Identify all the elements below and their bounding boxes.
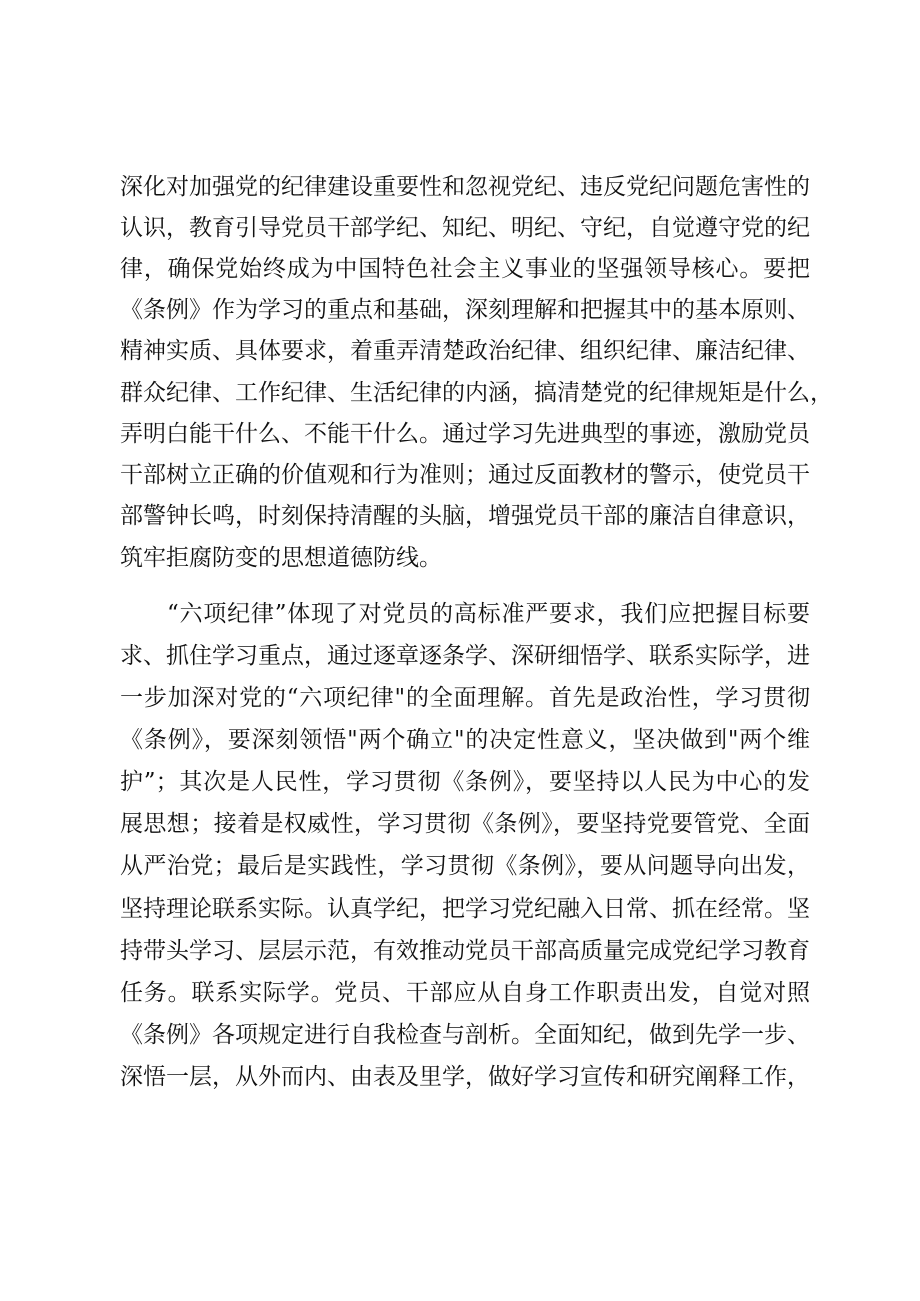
paragraph-2-line-1: “六项纪律”体现了对党员的高标准严要求，我们应把握目标要 xyxy=(167,601,810,627)
paragraph-2-line-5: 护”；其次是人民性，学习贯彻《条例》，要坚持以人民为中心的发 xyxy=(120,769,810,795)
paragraph-2-line-3: 一步加深对党的“六项纪律"的全面理解。首先是政治性，学习贯彻 xyxy=(120,685,810,711)
paragraph-2-line-6: 展思想；接着是权威性，学习贯彻《条例》，要坚持党要管党、全面 xyxy=(120,811,810,837)
paragraph-1-line-9: 部警钟长鸣，时刻保持清醒的头脑，增强党员干部的廉洁自律意识， xyxy=(120,503,810,529)
paragraph-2-line-8: 坚持理论联系实际。认真学纪，把学习党纪融入日常、抓在经常。坚 xyxy=(120,896,810,922)
paragraph-1-line-10: 筑牢拒腐防变的思想道德防线。 xyxy=(120,545,442,571)
paragraph-1-line-8: 干部树立正确的价值观和行为准则；通过反面教材的警示，使党员干 xyxy=(120,462,810,488)
paragraph-1-line-7: 弄明白能干什么、不能干什么。通过学习先进典型的事迹，激励党员 xyxy=(120,421,810,447)
paragraph-1-line-4: 《条例》作为学习的重点和基础，深刻理解和把握其中的基本原则、 xyxy=(120,297,810,323)
paragraph-2-line-4: 《条例》，要深刻领悟"两个确立"的决定性意义，坚决做到"两个维 xyxy=(120,727,810,753)
paragraph-2-line-12: 深悟一层，从外而内、由表及里学，做好学习宣传和研究阐释工作， xyxy=(120,1064,810,1090)
paragraph-2-line-2: 求、抓住学习重点，通过逐章逐条学、深研细悟学、联系实际学，进 xyxy=(120,643,810,669)
paragraph-2-line-10: 任务。联系实际学。党员、干部应从自身工作职责出发，自觉对照 xyxy=(120,980,810,1006)
paragraph-1-line-3: 律，确保党始终成为中国特色社会主义事业的坚强领导核心。要把 xyxy=(120,256,810,282)
paragraph-1-line-1: 深化对加强党的纪律建设重要性和忽视党纪、违反党纪问题危害性的 xyxy=(120,174,810,200)
paragraph-2-line-11: 《条例》各项规定进行自我检查与剖析。全面知纪，做到先学一步、 xyxy=(120,1022,810,1048)
paragraph-2-line-7: 从严治党；最后是实践性，学习贯彻《条例》，要从问题导向出发， xyxy=(120,853,810,879)
paragraph-1-line-6: 群众纪律、工作纪律、生活纪律的内涵，搞清楚党的纪律规矩是什么， xyxy=(120,380,833,406)
paragraph-1-line-5: 精神实质、具体要求，着重弄清楚政治纪律、组织纪律、廉洁纪律、 xyxy=(120,338,810,364)
paragraph-2-line-9: 持带头学习、层层示范，有效推动党员干部高质量完成党纪学习教育 xyxy=(120,938,810,964)
paragraph-1-line-2: 认识，教育引导党员干部学纪、知纪、明纪、守纪，自觉遵守党的纪 xyxy=(120,215,810,241)
